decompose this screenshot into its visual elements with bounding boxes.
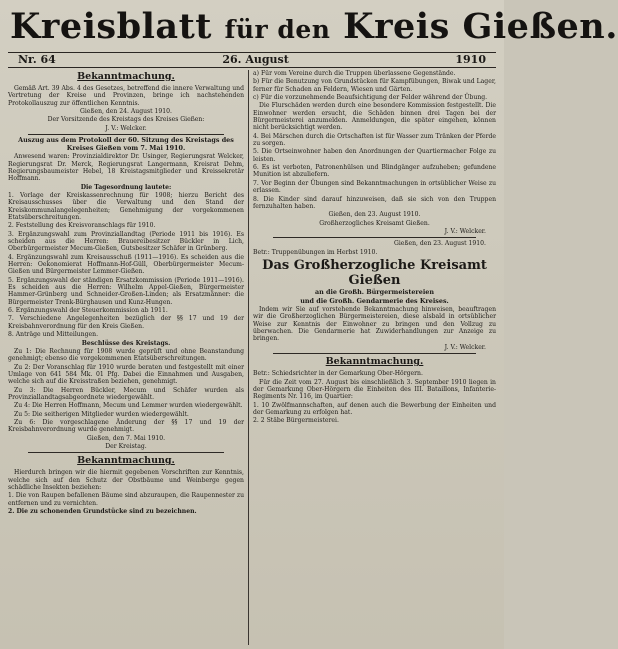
regulation-office: Großherzogliches Kreisamt Gießen. — [319, 219, 430, 227]
right-column — [253, 70, 496, 645]
third-announcement-subject: Betr.: Schiedsrichter in der Gemarkung Ober-Hörgern. — [253, 370, 423, 378]
notice-signature: J. V.: Welcker. — [444, 343, 486, 351]
divider-rule — [28, 134, 224, 135]
resolutions-list — [8, 348, 244, 434]
left-column — [8, 70, 244, 645]
third-announcement-body: Für die Zeit vom 27. August bis einschließlich 3. September 1910 liegen in der Gemarkung Ober-Hörgern die Einheiten des III. Bataillons, Infanterie-Regiments Nr. 116, im Quartier: — [253, 378, 496, 401]
agenda-item: 5. Ergänzungswahl der ständigen Ersatzkommission (Periode 1911—1916). Es scheiden aus die Herren: Wilhelm Appel-Gießen, Bürgermeister Hammer-Grünberg und Schneider-Großen-Linden; als Ersatzmänner: die Bürgermeister Trenk-Bürghausen und Kunz-Hungen. — [8, 276, 244, 306]
agenda-list — [8, 192, 244, 339]
announcement-body: Gemäß Art. 39 Abs. 4 des Gesetzes, betreffend die innere Verwaltung und Vertretung der Kreise und Provinzen, bringe ich nachstehenden Protokollauszug zur öffentlichen Kenntnis. — [8, 85, 244, 107]
agenda-item: 4. Ergänzungswahl zum Kreisausschuß (1911—1916). Es scheiden aus die Herren: Oekonomierat Hoffmann-Hof-Güll, Oberbürgermeister Mecum-Gießen und Bürgermeister Lemmer-Gießen. — [8, 253, 244, 276]
masthead-title-part2: für den — [224, 15, 331, 44]
announcement-place: Gießen, den 24. August 1910. — [79, 108, 172, 116]
agenda-item: 1. Vorlage der Kreiskassenrechnung für 1908; hierzu Bericht des Kreisausschusses über die Verwaltung und den Stand der Kreiskommunalangelegenheiten; Genehmigung der vorgekommenen Etatsüberschreitungen. — [8, 191, 244, 221]
issue-number: Nr. 64 — [18, 53, 56, 66]
regulation-signature: J. V.: Welcker. — [444, 227, 486, 235]
third-announcement-item: 2. 2 Stäbe Bürgermeisterei. — [253, 417, 339, 425]
notice-body: Indem wir Sie auf vorstehende Bekanntmachung hinweisen, beauftragen wir die Großherzoglichen Bürgermeistereien, diese alsbald in ortsüblicher Weise zur Kenntnis der Einwohner zu bringen und den Vollzug zu überwachen. Die Gendarmerie hat Zuwiderhandlungen zur Anzeige zu bringen. — [253, 306, 496, 343]
protocol-attendees: Anwesend waren: Provinzialdirektor Dr. Usinger, Regierungsrat Welcker, Regierungsrat Dr. Merck, Regierungsrat Langermann, Kreisrat Dehm, Regierungsbaumeister Hebel, 18 Kreistagsmitglieder und Kreissekretär Hoffmann. — [8, 153, 244, 183]
divider-rule — [273, 353, 476, 354]
resolution-item: Zu 6: Die vorgeschlagene Änderung der §§ 17 und 19 der Kreisbahnverordnung wurde genehmigt. — [8, 418, 244, 434]
compensation-item: a) Für vom Vereine durch die Truppen überlassene Gegenstände. — [253, 70, 456, 77]
notice-subject: Betr.: Truppenübungen im Herbst 1910. — [253, 248, 378, 256]
announcement-office: Der Vorsitzende des Kreistags des Kreises Gießen: — [47, 116, 205, 124]
regulation-place: Gießen, den 23. August 1910. — [328, 211, 421, 219]
issue-year: 1910 — [455, 53, 486, 66]
notice-heading: Das Großherzogliche Kreisamt Gießen — [262, 257, 487, 288]
third-announcement-item: 1. 10 Zwölfmannschaften, auf denen auch die Bewerbung der Einheiten und der Gemarkung zu erfolgen hat. — [253, 401, 496, 416]
notice-place: Gießen, den 23. August 1910. — [393, 240, 486, 248]
dateline — [8, 52, 496, 68]
regulation-item: 5. Die Ortseinwohner haben den Anordnungen der Quartiermacher Folge zu leisten. — [253, 148, 496, 163]
resolutions-place: Gießen, den 7. Mai 1910. — [86, 434, 166, 442]
resolution-item: Zu 5: Die seitherigen Mitglieder wurden wiedergewählt. — [14, 410, 189, 418]
resolution-item: Zu 1: Die Rechnung für 1908 wurde geprüft und ohne Beanstandung genehmigt; ebenso die vorgekommenen Etatsüberschreitungen. — [8, 347, 244, 363]
regulation-item: 7. Vor Beginn der Übungen sind Bekanntmachungen in ortsüblicher Weise zu erlassen. — [253, 179, 496, 195]
agenda-item: 8. Anträge und Mitteilungen. — [8, 331, 99, 339]
masthead — [10, 4, 618, 50]
agenda-item: 6. Ergänzungswahl der Steuerkommission ab 1911. — [8, 307, 168, 315]
resolutions-title: Beschlüsse des Kreistags. — [81, 339, 171, 347]
second-announcement-title: Bekanntmachung. — [77, 455, 175, 467]
agenda-item: 7. Verschiedene Angelegenheiten bezüglich der §§ 17 und 19 der Kreisbahnverordnung für den Kreis Gießen. — [8, 315, 244, 330]
compensation-item: b) Für die Benutzung von Grundstücken für Kampfübungen, Biwak und Lager, ferner für Schaden an Feldern, Wiesen und Gärten. — [253, 78, 496, 93]
second-announcement-item: 2. Die zu schonenden Grundstücke sind zu bezeichnen. — [8, 508, 197, 516]
resolution-item: Zu 2: Der Voranschlag für 1910 wurde beraten und festgestellt mit einer Umlage von 641 584 Mk. 01 Pfg. Dabei die Einnahmen und Ausgaben, welche sich auf die Kreisstraßen beziehen, genehmigt. — [8, 363, 244, 386]
column-divider — [248, 70, 249, 645]
damage-claims-text: Die Flurschäden werden durch eine besondere Kommission festgestellt. Die Einwohner werden ersucht, die Schäden binnen drei Tagen bei der Bürgermeisterei anzumelden. Anmeldungen, die später eingehen, können nicht berücksichtigt werden. — [253, 102, 496, 132]
announcement-signature: J. V.: Welcker. — [105, 124, 147, 132]
resolution-item: Zu 3: Die Herren Bückler, Mecum und Schäfer wurden als Provinziallandtagsabgeordnete wiedergewählt. — [8, 386, 244, 401]
divider-rule — [28, 452, 224, 453]
notice-recipient: an die Großh. Bürgermeistereien — [315, 287, 434, 296]
agenda-item: 2. Feststellung des Kreisvoranschlags für 1910. — [8, 222, 156, 230]
agenda-item: 3. Ergänzungswahl zum Provinziallandtag (Periode 1911 bis 1916). Es scheiden aus die Herren: Brauereibesitzer Bückler in Lich, Oberbürgermeister Mecum-Gießen, Gutsbesitzer Schäfer in Grünberg. — [8, 230, 244, 253]
protocol-title: Auszug aus dem Protokoll der 60. Sitzung des Kreistags des Kreises Gießen vom 7. Mai 1910. — [18, 136, 234, 152]
resolution-item: Zu 4: Die Herren Hoffmann, Mecum und Lemmer wurden wiedergewählt. — [14, 402, 243, 410]
resolutions-signature: Der Kreistag. — [105, 442, 147, 450]
agenda-label: Die Tagesordnung lautete: — [80, 183, 172, 191]
issue-date: 26. August — [222, 53, 289, 66]
announcement-title: Bekanntmachung. — [77, 71, 175, 82]
divider-rule — [273, 237, 476, 238]
regulation-item: 8. Die Kinder sind darauf hinzuweisen, daß sie sich von den Truppen fernzuhalten haben. — [253, 195, 496, 210]
third-announcement-title: Bekanntmachung. — [325, 356, 424, 368]
regulation-item: 6. Es ist verboten, Patronenhülsen und Blindgänger aufzuheben; gefundene Munition ist abzuliefern. — [253, 164, 496, 179]
compensation-item: c) Für die vorzunehmende Beaufsichtigung der Felder während der Übung. — [253, 94, 488, 102]
masthead-title-part1: Kreisblatt — [10, 6, 212, 47]
regulation-item: 4. Bei Märschen durch die Ortschaften ist für Wasser zum Tränken der Pferde zu sorgen. — [253, 132, 496, 148]
masthead-title-part3: Kreis Gießen. — [343, 6, 618, 47]
second-announcement-item: 1. Die von Raupen befallenen Bäume sind abzuraupen, die Raupennester zu entfernen und zu vernichten. — [8, 492, 244, 507]
notice-recipient: und die Großh. Gendarmerie des Kreises. — [300, 296, 449, 305]
second-announcement-body: Hierdurch bringen wir die hiermit gegebenen Vorschriften zur Kenntnis, welche sich auf den Schutz der Obstbäume und Weinberge gegen schädliche Insekten beziehen: — [8, 469, 244, 491]
